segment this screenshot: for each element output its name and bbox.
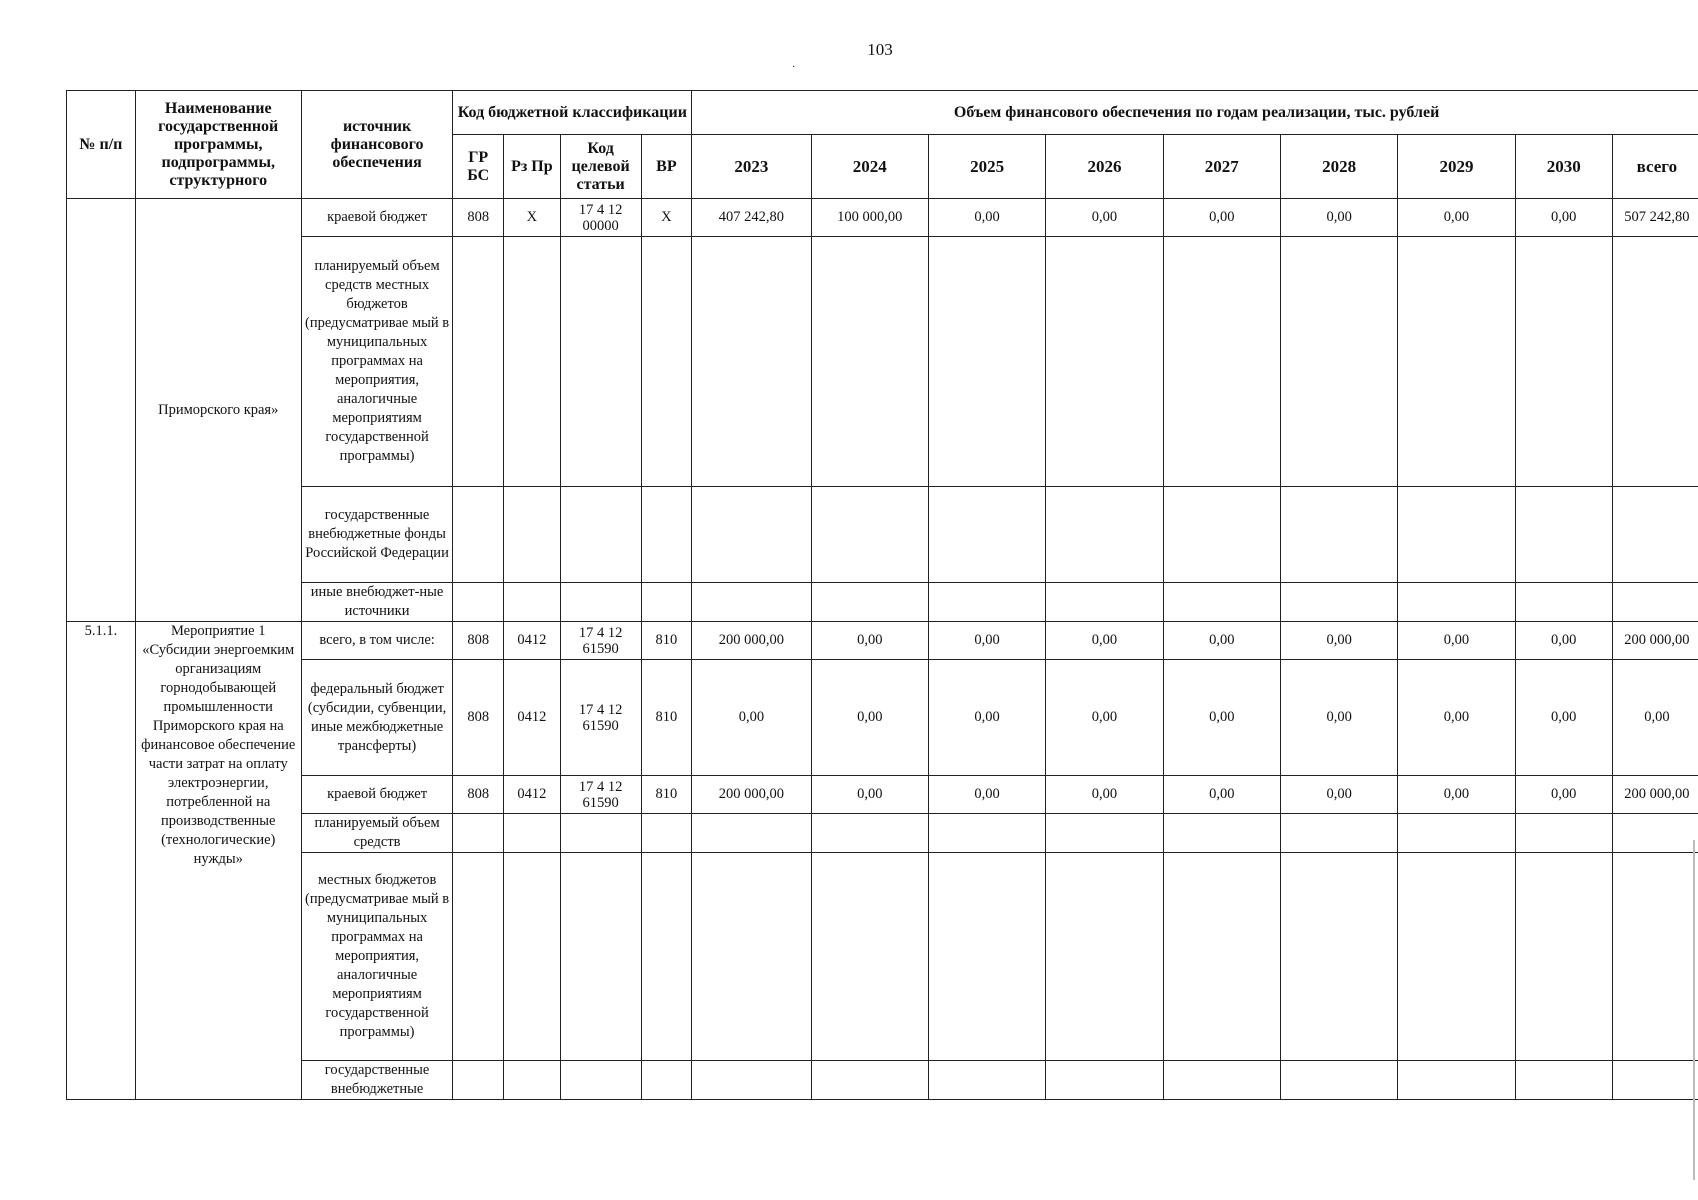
- table-row: [67, 776, 1698, 814]
- total-cell: 507 242,80: [1612, 199, 1698, 237]
- header-year: 2030: [1515, 135, 1612, 199]
- source-cell: иные внебюджет-ные источники: [301, 583, 453, 622]
- value-cell: 0,00: [928, 199, 1045, 237]
- kcs-cell: 17 4 12 61590: [560, 776, 641, 814]
- value-cell: 0,00: [1515, 199, 1612, 237]
- table-row: [67, 660, 1698, 776]
- header-source: источник финансового обеспечения: [301, 91, 453, 199]
- value-cell: 0,00: [1280, 660, 1397, 776]
- header-year: 2024: [811, 135, 928, 199]
- value-cell: 407 242,80: [692, 199, 811, 237]
- vr-cell: 810: [641, 622, 692, 660]
- value-cell: 0,00: [928, 776, 1045, 814]
- value-cell: 0,00: [928, 660, 1045, 776]
- value-cell: 0,00: [1046, 776, 1163, 814]
- vr-cell: Х: [641, 199, 692, 237]
- source-cell: местных бюджетов (предусматривае мый в муниципальных программах на мероприятия, аналогичные мероприятиям государственной программы): [301, 853, 453, 1061]
- rzpr-cell: Х: [504, 199, 561, 237]
- value-cell: 0,00: [692, 660, 811, 776]
- grbs-cell: 808: [453, 199, 504, 237]
- value-cell: 200 000,00: [692, 622, 811, 660]
- grbs-cell: 808: [453, 776, 504, 814]
- header-vr: ВР: [641, 135, 692, 199]
- header-grbs: ГР БС: [453, 135, 504, 199]
- table-row: [67, 199, 1698, 237]
- table-row: [67, 814, 1698, 853]
- value-cell: 0,00: [1163, 622, 1280, 660]
- rzpr-cell: 0412: [504, 622, 561, 660]
- value-cell: 0,00: [1046, 622, 1163, 660]
- value-cell: 200 000,00: [692, 776, 811, 814]
- value-cell: 0,00: [1515, 660, 1612, 776]
- scan-dot: ·: [792, 62, 796, 73]
- value-cell: 0,00: [1398, 776, 1515, 814]
- table-row: [67, 1061, 1698, 1100]
- value-cell: 0,00: [928, 622, 1045, 660]
- table-row: [67, 853, 1698, 1061]
- header-year: 2028: [1280, 135, 1397, 199]
- value-cell: 0,00: [811, 776, 928, 814]
- program-name-cell: Приморского края»: [135, 199, 301, 622]
- source-cell: государственные внебюджетные фонды Российской Федерации: [301, 487, 453, 583]
- source-cell: планируемый объем средств: [301, 814, 453, 853]
- header-year: 2029: [1398, 135, 1515, 199]
- vr-cell: 810: [641, 660, 692, 776]
- header-kbk: Код бюджетной классификации: [453, 91, 692, 135]
- value-cell: 0,00: [811, 622, 928, 660]
- rzpr-cell: 0412: [504, 776, 561, 814]
- table-row: [67, 622, 1698, 660]
- source-cell: краевой бюджет: [301, 776, 453, 814]
- total-cell: 200 000,00: [1612, 622, 1698, 660]
- table-row: [67, 487, 1698, 583]
- value-cell: 0,00: [811, 660, 928, 776]
- value-cell: 0,00: [1163, 199, 1280, 237]
- header-year: 2026: [1046, 135, 1163, 199]
- row-no-cell: [67, 199, 136, 622]
- source-cell: государственные внебюджетные: [301, 1061, 453, 1100]
- header-no: № п/п: [67, 91, 136, 199]
- value-cell: 0,00: [1280, 776, 1397, 814]
- grbs-cell: 808: [453, 622, 504, 660]
- kcs-cell: 17 4 12 00000: [560, 199, 641, 237]
- program-name-cell: Мероприятие 1 «Субсидии энергоемким организациям горнодобывающей промышленности Приморского края на финансовое обеспечение части затрат на оплату электроэнергии, потребленной на производственные (технологические) нужды»: [135, 622, 301, 1100]
- value-cell: 0,00: [1515, 622, 1612, 660]
- value-cell: 0,00: [1046, 199, 1163, 237]
- total-cell: 200 000,00: [1612, 776, 1698, 814]
- vr-cell: 810: [641, 776, 692, 814]
- header-year: 2025: [928, 135, 1045, 199]
- header-program-name: Наименование государственной программы, подпрограммы, структурного: [135, 91, 301, 199]
- header-kcs: Код целевой статьи: [560, 135, 641, 199]
- source-cell: краевой бюджет: [301, 199, 453, 237]
- total-cell: 0,00: [1612, 660, 1698, 776]
- grbs-cell: 808: [453, 660, 504, 776]
- value-cell: 0,00: [1398, 622, 1515, 660]
- kcs-cell: 17 4 12 61590: [560, 622, 641, 660]
- value-cell: 0,00: [1398, 660, 1515, 776]
- source-cell: планируемый объем средств местных бюджетов (предусматривае мый в муниципальных программах на мероприятия, аналогичные мероприятиям государственной программы): [301, 237, 453, 487]
- header-row-1: [67, 91, 1698, 135]
- header-year: 2027: [1163, 135, 1280, 199]
- header-rzpr: Рз Пр: [504, 135, 561, 199]
- source-cell: всего, в том числе:: [301, 622, 453, 660]
- financing-table: [66, 90, 1698, 1100]
- table-row: [67, 237, 1698, 487]
- page-number: 103: [867, 40, 893, 59]
- header-total: всего: [1612, 135, 1698, 199]
- header-volume: Объем финансового обеспечения по годам реализации, тыс. рублей: [692, 91, 1698, 135]
- header-year: 2023: [692, 135, 811, 199]
- value-cell: 0,00: [1163, 776, 1280, 814]
- value-cell: 0,00: [1280, 622, 1397, 660]
- source-cell: федеральный бюджет (субсидии, субвенции, иные межбюджетные трансферты): [301, 660, 453, 776]
- value-cell: 0,00: [1163, 660, 1280, 776]
- kcs-cell: 17 4 12 61590: [560, 660, 641, 776]
- value-cell: 100 000,00: [811, 199, 928, 237]
- rzpr-cell: 0412: [504, 660, 561, 776]
- value-cell: 0,00: [1515, 776, 1612, 814]
- scan-edge-line: [1693, 840, 1695, 1180]
- value-cell: 0,00: [1046, 660, 1163, 776]
- value-cell: 0,00: [1398, 199, 1515, 237]
- value-cell: 0,00: [1280, 199, 1397, 237]
- table-row: [67, 583, 1698, 622]
- row-no-cell: 5.1.1.: [67, 622, 136, 1100]
